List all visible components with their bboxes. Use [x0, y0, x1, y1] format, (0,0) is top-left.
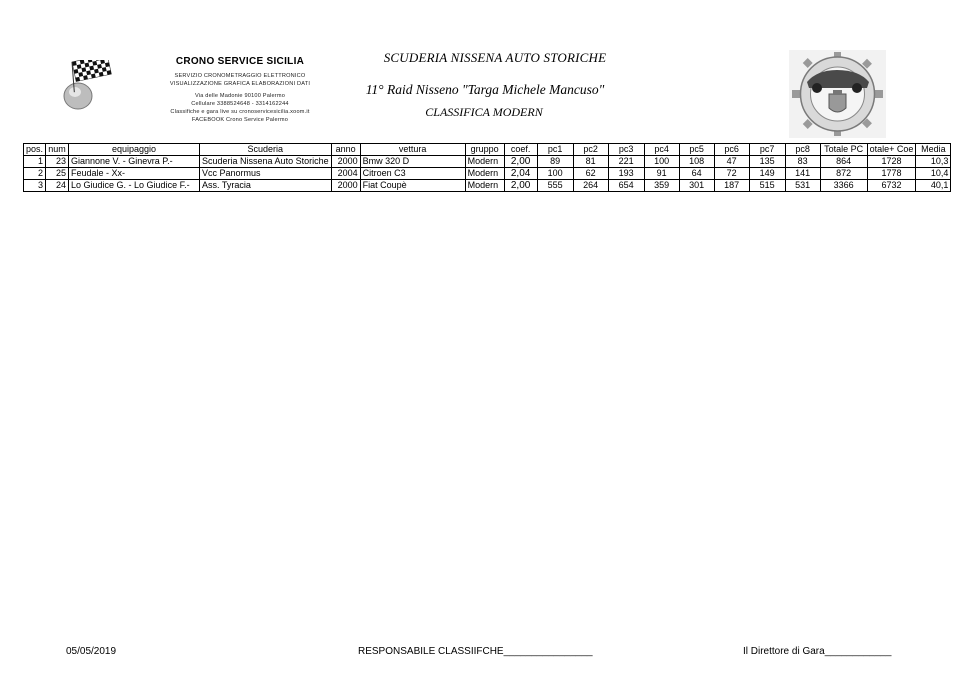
cell-totale-coef: 6732 — [867, 180, 916, 192]
classification-title: CLASSIFICA MODERN — [425, 105, 543, 119]
cell-coef: 2,00 — [504, 156, 537, 168]
scuderia-nissena-auto-storiche-seal-icon — [789, 50, 886, 138]
col-header: Media — [916, 144, 951, 156]
brand-line: Via delle Madonie 90100 Palermo — [194, 93, 286, 99]
cell-pc1: 89 — [537, 156, 573, 168]
cell-pc4: 91 — [644, 168, 679, 180]
brand-title: CRONO SERVICE SICILIA — [175, 56, 305, 67]
cell-pc7: 149 — [749, 168, 785, 180]
cell-coef: 2,04 — [504, 168, 537, 180]
table-header-row — [24, 144, 951, 156]
brand-line: Cellulare 3388524648 - 3314162244 — [191, 101, 289, 107]
cell-pc1: 555 — [537, 180, 573, 192]
cell-pc2: 264 — [573, 180, 608, 192]
col-header: pc3 — [608, 144, 644, 156]
brand-line: SERVIZIO CRONOMETRAGGIO ELETTRONICO — [174, 73, 306, 79]
col-header: pc4 — [644, 144, 679, 156]
cell-pc4: 100 — [644, 156, 679, 168]
cell-pc5: 301 — [679, 180, 714, 192]
cell-vettura: Citroen C3 — [360, 168, 465, 180]
cell-pc2: 62 — [573, 168, 608, 180]
table-row — [24, 168, 951, 180]
cell-pc5: 108 — [679, 156, 714, 168]
cell-totale-pc: 3366 — [820, 180, 867, 192]
cell-anno: 2000 — [331, 156, 360, 168]
table-row — [24, 156, 951, 168]
col-header: vettura — [360, 144, 465, 156]
cell-pos: 1 — [24, 156, 46, 168]
cell-pc3: 654 — [608, 180, 644, 192]
footer-date: 05/05/2019 — [66, 646, 117, 657]
cell-gruppo: Modern — [465, 156, 504, 168]
cell-pos: 3 — [24, 180, 46, 192]
col-header: pc7 — [749, 144, 785, 156]
cell-totale-pc: 864 — [820, 156, 867, 168]
cell-coef: 2,00 — [504, 180, 537, 192]
cell-pc3: 221 — [608, 156, 644, 168]
col-header: pc1 — [537, 144, 573, 156]
cell-pc1: 100 — [537, 168, 573, 180]
event-title: 11° Raid Nisseno "Targa Michele Mancuso" — [365, 82, 605, 97]
cell-pc7: 135 — [749, 156, 785, 168]
col-header: num — [46, 144, 69, 156]
cell-media: 10,3 — [916, 156, 951, 168]
cell-vettura: Fiat Coupè — [360, 180, 465, 192]
col-header: equipaggio — [69, 144, 200, 156]
cell-equipaggio: Feudale - Xx- — [69, 168, 200, 180]
brand-block — [130, 56, 350, 124]
cell-totale-coef: 1778 — [867, 168, 916, 180]
cell-equipaggio: Giannone V. - Ginevra P.- — [69, 156, 200, 168]
brand-line: Classifiche e gara live su cronoservicesicilia.xoom.it — [170, 109, 310, 115]
col-header: pc2 — [573, 144, 608, 156]
cell-pc8: 141 — [785, 168, 820, 180]
col-header: pc5 — [679, 144, 714, 156]
checkered-flag-ball-icon — [58, 60, 114, 112]
cell-pos: 2 — [24, 168, 46, 180]
cell-media: 40,1 — [916, 180, 951, 192]
cell-num: 24 — [46, 180, 69, 192]
document-titles — [350, 50, 640, 120]
cell-equipaggio: Lo Giudice G. - Lo Giudice F.- — [69, 180, 200, 192]
results-table — [23, 143, 951, 192]
footer-direttore: Il Direttore di Gara____________ — [743, 646, 892, 657]
cell-scuderia: Scuderia Nissena Auto Storiche — [200, 156, 332, 168]
cell-pc8: 531 — [785, 180, 820, 192]
cell-anno: 2004 — [331, 168, 360, 180]
brand-line: FACEBOOK Crono Service Palermo — [191, 117, 289, 123]
col-header: Scuderia — [200, 144, 332, 156]
cell-pc7: 515 — [749, 180, 785, 192]
cell-pc8: 83 — [785, 156, 820, 168]
organizer-title: SCUDERIA NISSENA AUTO STORICHE — [383, 50, 607, 65]
cell-anno: 2000 — [331, 180, 360, 192]
cell-gruppo: Modern — [465, 168, 504, 180]
cell-pc6: 72 — [714, 168, 749, 180]
col-header: anno — [331, 144, 360, 156]
cell-totale-coef: 1728 — [867, 156, 916, 168]
cell-pc4: 359 — [644, 180, 679, 192]
col-header: pos. — [24, 144, 46, 156]
cell-media: 10,4 — [916, 168, 951, 180]
cell-pc6: 47 — [714, 156, 749, 168]
cell-vettura: Bmw 320 D — [360, 156, 465, 168]
cell-scuderia: Ass. Tyracia — [200, 180, 332, 192]
brand-line: VISUALIZZAZIONE GRAFICA ELABORAZIONI DATI — [169, 81, 311, 87]
cell-pc3: 193 — [608, 168, 644, 180]
col-header: pc6 — [714, 144, 749, 156]
cell-gruppo: Modern — [465, 180, 504, 192]
cell-pc2: 81 — [573, 156, 608, 168]
col-header: gruppo — [465, 144, 504, 156]
footer-responsabile: RESPONSABILE CLASSIIFCHE________________ — [358, 646, 593, 657]
cell-pc6: 187 — [714, 180, 749, 192]
cell-totale-pc: 872 — [820, 168, 867, 180]
cell-pc5: 64 — [679, 168, 714, 180]
col-header: pc8 — [785, 144, 820, 156]
cell-num: 25 — [46, 168, 69, 180]
col-header: Totale PC — [820, 144, 867, 156]
col-header: coef. — [504, 144, 537, 156]
col-header: otale+ Coe — [867, 144, 916, 156]
crono-service-logo-block — [58, 56, 348, 136]
cell-num: 23 — [46, 156, 69, 168]
table-row — [24, 180, 951, 192]
cell-scuderia: Vcc Panormus — [200, 168, 332, 180]
